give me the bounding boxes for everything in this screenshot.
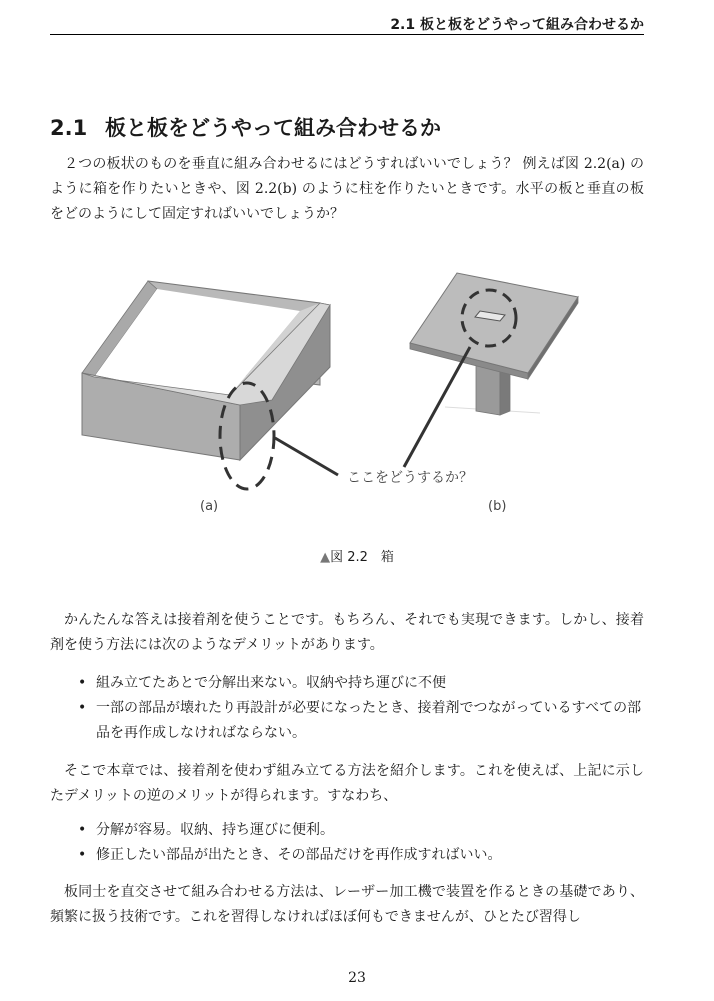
- list-item: [72, 843, 644, 868]
- intro-paragraph: ２つの板状のものを垂直に組み合わせるにはどうすればいいでしょう？ 例えば図 2.2(a) のように箱を作りたいときや、図 2.2(b) のように柱を作りたいときです。水平の板と垂直の板をどのようにして固定すればいいでしょうか？: [50, 156, 644, 222]
- page-number: 23: [348, 970, 366, 986]
- figure-label-a: (a): [200, 499, 219, 514]
- caption-triangle-icon: ▲: [320, 550, 331, 565]
- list-item-text: 分解が容易。収納、持ち運びに便利。: [96, 822, 334, 838]
- bullet-icon: •: [78, 700, 87, 716]
- figure-label-b: (b): [488, 499, 507, 514]
- list-item: [72, 671, 644, 696]
- section-title-text: 板と板をどうやって組み合わせるか: [105, 116, 441, 140]
- demerit-list: [72, 671, 644, 746]
- answer-paragraph: かんたんな答えは接着剤を使うことです。もちろん、それでも実現できます。しかし、接着剤を使う方法には次のようなデメリットがあります。: [50, 612, 644, 653]
- header-rule: [50, 34, 644, 35]
- bullet-icon: •: [78, 847, 87, 863]
- bullet-icon: •: [78, 675, 87, 691]
- bullet-icon: •: [78, 822, 87, 838]
- box-illustration: [82, 281, 330, 460]
- list-item-text: 修正したい部品が出たとき、その部品だけを再作成すればいい。: [96, 847, 502, 863]
- figure-annotation: ここをどうするか？: [347, 470, 473, 486]
- list-item-text: 一部の部品が壊れたり再設計が必要になったとき、接着剤でつながっているすべての部品を再作成しなければならない。: [96, 700, 642, 741]
- section-title: [50, 112, 441, 142]
- section-number: 2.1: [50, 116, 88, 140]
- caption-text: 図 2.2 箱: [330, 550, 394, 565]
- list-item: [72, 818, 644, 843]
- callout-line-b: [404, 347, 470, 467]
- callout-line-a: [275, 438, 338, 475]
- list-item-text: 組み立てたあとで分解出来ない。収納や持ち運びに不便: [96, 675, 446, 691]
- figure-caption: [0, 546, 714, 565]
- list-item: [72, 696, 644, 746]
- running-head: 2.1 板と板をどうやって組み合わせるか: [390, 17, 644, 33]
- closing-paragraph: 板同士を直交させて組み合わせる方法は、レーザー加工機で装置を作るときの基礎であり、頻繁に扱う技術です。これを習得しなければほぼ何もできませんが、ひとたび習得し: [50, 884, 644, 925]
- chapter-intro-paragraph: そこで本章では、接着剤を使わず組み立てる方法を紹介します。これを使えば、上記に示したデメリットの逆のメリットが得られます。すなわち、: [50, 763, 644, 804]
- merit-list: [72, 818, 644, 868]
